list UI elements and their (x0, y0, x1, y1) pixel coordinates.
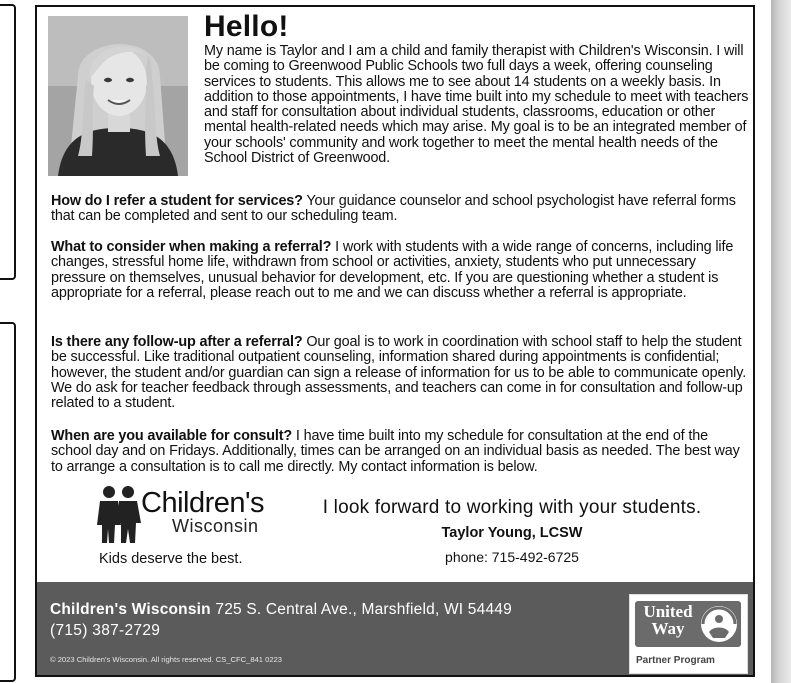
united-way-logo (635, 601, 741, 647)
faq-answer: Your guidance counselor and school psychologist have referral forms that can be completed and sent to our scheduling team. (51, 193, 736, 225)
united-way-hand-icon (699, 604, 739, 644)
adjacent-ad-border-top (0, 4, 16, 280)
footer-address: 725 S. Central Ave., Marshfield, WI 54449 (215, 601, 512, 618)
hello-heading: Hello! (204, 10, 289, 43)
signature-phone: phone: 715-492-6725 (445, 549, 579, 565)
childrens-wisconsin-logo (93, 481, 273, 573)
footer-address-line (50, 601, 512, 619)
faq-question: What to consider when making a referral? (51, 239, 332, 255)
therapist-photo (48, 16, 188, 176)
logo-name: Children's (141, 487, 265, 519)
united-way-wordmark (638, 603, 698, 637)
page-edge-shadow (771, 0, 791, 683)
faq-question: Is there any follow-up after a referral? (51, 334, 303, 350)
footer-bar (37, 582, 753, 676)
two-children-icon (95, 485, 143, 545)
newspaper-ad (35, 5, 755, 677)
faq-question: How do I refer a student for services? (51, 193, 303, 209)
faq-answer: Our goal is to work in coordination with school staff to help the student be successful. Like traditional outpatient counseling, information shared during appointments is confidential; however, the student and/or guardian can sign a release of information for us to be able to communicate openly. We do ask for teacher feedback through assessments, and teachers can come in for consultation and follow-up related to a student. (51, 334, 747, 412)
tagline: Kids deserve the best. (99, 551, 243, 567)
footer-org-name: Children's Wisconsin (50, 601, 211, 618)
faq-item-refer (51, 194, 751, 225)
united-way-line2: Way (651, 619, 685, 638)
footer-copyright: © 2023 Children's Wisconsin. All rights reserved. CS_CFC_841 0223 (50, 655, 283, 664)
faq-item-availability (51, 429, 751, 475)
logo-subtitle: Wisconsin (172, 516, 259, 536)
intro-paragraph: My name is Taylor and I am a child and family therapist with Children's Wisconsin. I will be coming to Greenwood Public Schools two full days a week, offering counseling services to students. This allows me to see about 14 students on a weekly basis. In addition to those appointments, I have time built into my schedule to meet with teachers and staff for consultation about individual students, classrooms, education or other mental health-related needs which may arise. My goal is to be an integrated member of your schools' community and work together to meet the mental health needs of the School District of Greenwood. (204, 43, 749, 167)
faq-item-follow-up (51, 335, 751, 411)
adjacent-ad-border-bottom (0, 322, 16, 682)
faq-answer: I have time built into my schedule for consultation at the end of the school day and on Fridays. Additionally, times can be arranged on an individual basis as needed. The best way to arrange a consultation is to call me directly. My contact information is below. (51, 428, 740, 475)
united-way-badge (629, 594, 748, 674)
signature-name: Taylor Young, LCSW (441, 525, 583, 541)
faq-answer: I work with students with a wide range of concerns, including life changes, stressful home life, withdrawn from school or activities, anxiety, students who put unnecessary pressure on themselves, unusual behavior for development, etc. If you are questioning whether a student is appropriate for a referral, please reach out to me and we can discuss whether a referral is appropriate. (51, 239, 734, 301)
closing-line: I look forward to working with your students. (322, 497, 702, 518)
portrait-illustration (48, 16, 188, 176)
footer-phone: (715) 387-2729 (50, 622, 161, 639)
united-way-line1: United (643, 602, 693, 621)
faq-item-consider (51, 240, 751, 301)
partner-program-label: Partner Program (636, 655, 715, 666)
faq-question: When are you available for consult? (51, 428, 293, 444)
